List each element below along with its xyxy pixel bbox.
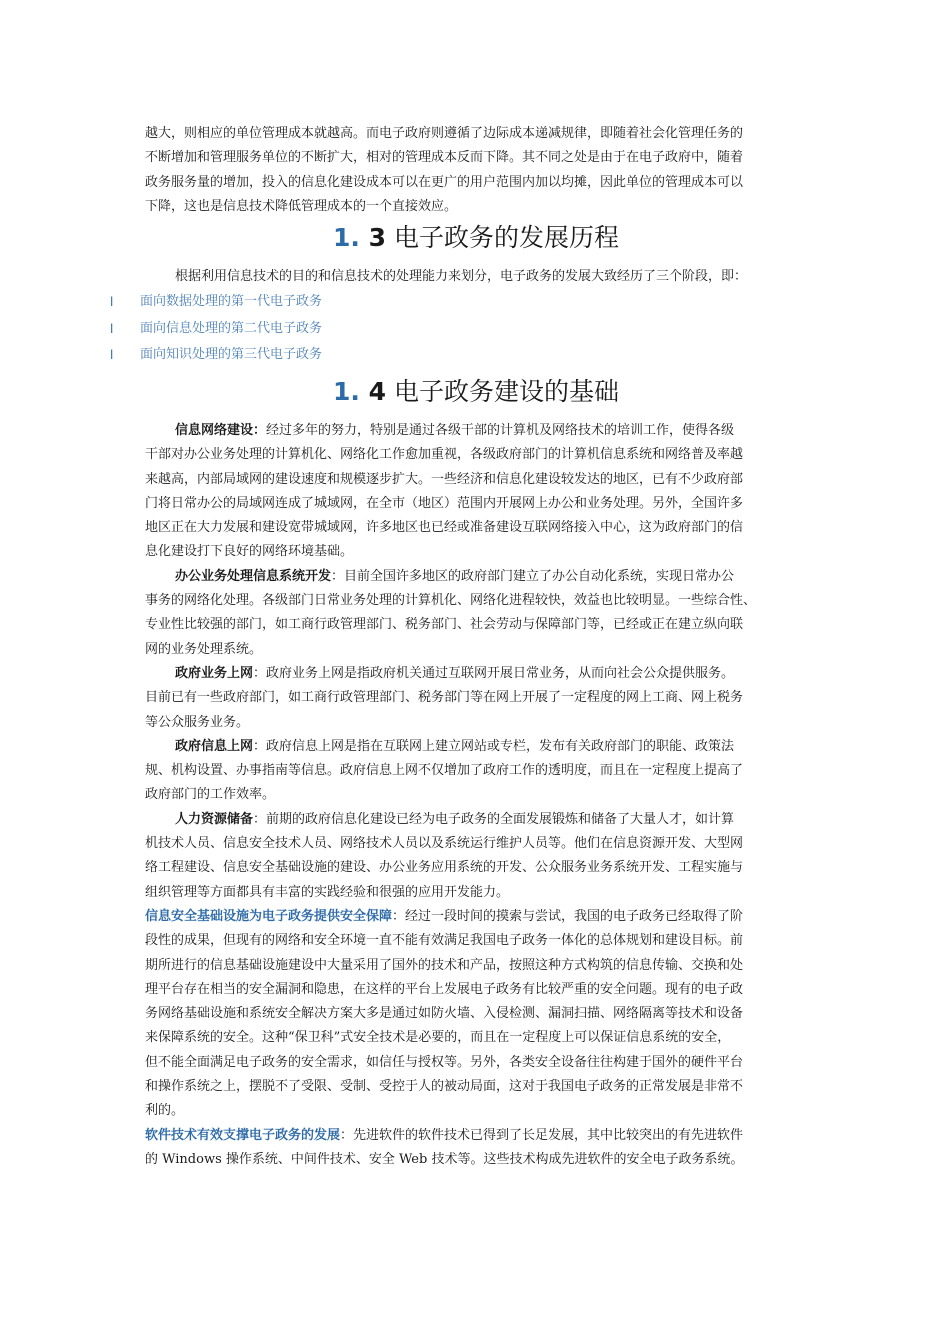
text-line: 不断增加和管理服务单位的不断扩大，相对的管理成本反而下降。其不同之处是由于在电子政府中，随着 <box>145 150 744 166</box>
paragraph-text: ：政府业务上网是指政府机关通过互联网开展日常业务，从而向社会公众提供服务。 <box>253 665 735 681</box>
paragraph-office-system <box>145 565 807 662</box>
paragraph-first-line <box>145 419 807 443</box>
heading-number-major: 1 <box>333 223 351 253</box>
paragraph-label: 信息网络建设： <box>175 422 267 438</box>
paragraph-first-line <box>145 905 807 929</box>
list-item <box>110 316 807 343</box>
intro-paragraph <box>145 122 807 219</box>
text-line: 专业性比较强的部门，如工商行政管理部门、税务部门、社会劳动与保障部门等，已经或正在建立纵向联 <box>145 617 744 633</box>
text-line: 组织管理等方面都具有丰富的实践经验和很强的应用开发能力。 <box>145 884 510 900</box>
paragraph-text: ：目前全国许多地区的政府部门建立了办公自动化系统，实现日常办公 <box>331 568 735 584</box>
heading-title: 电子政务建设的基础 <box>386 376 619 406</box>
list-item <box>110 342 807 369</box>
paragraph-label: 信息安全基础设施为电子政务提供安全保障 <box>145 908 393 924</box>
heading-number-minor: 3 <box>368 223 387 253</box>
text-line: 务网络基础设施和系统安全解决方案大多是通过如防火墙、入侵检测、漏洞扫描、网络隔离等技术和设备 <box>145 1006 744 1022</box>
text-line: 期所进行的信息基础设施建设中大量采用了国外的技术和产品，按照这种方式构筑的信息传输、交换和处 <box>145 957 744 973</box>
text-line: 理平台存在相当的安全漏洞和隐患，在这样的平台上发展电子政务有比较严重的安全问题。现有的电子政 <box>145 981 744 997</box>
paragraph-network <box>145 419 807 565</box>
paragraph-human-resources <box>145 808 807 905</box>
paragraph-gov-business-online <box>145 662 807 735</box>
paragraph-first-line <box>145 662 807 686</box>
text-line: 来保障系统的安全。这种“保卫科”式安全技术是必要的，而且在一定程度上可以保证信息系统的安全， <box>145 1030 731 1046</box>
paragraph-label: 办公业务处理信息系统开发 <box>175 568 332 584</box>
paragraph-first-line <box>145 808 807 832</box>
paragraph-first-line <box>145 735 807 759</box>
stage-list <box>110 289 807 369</box>
text-line: 段性的成果，但现有的网络和安全环境一直不能有效满足我国电子政务一体化的总体规划和建设目标。前 <box>145 933 744 949</box>
text-line: 下降，这也是信息技术降低管理成本的一个直接效应。 <box>145 198 458 214</box>
text-line: 但不能全面满足电子政务的安全需求，如信任与授权等。另外，各类安全设备往往构建于国外的硬件平台 <box>145 1054 744 1070</box>
heading-number-major: 1 <box>333 376 351 406</box>
bullet-icon: l <box>110 321 114 336</box>
paragraph-security-infrastructure <box>145 905 807 1124</box>
section-heading-1-4 <box>145 375 807 409</box>
paragraph-text: 经过多年的努力，特别是通过各级干部的计算机及网络技术的培训工作，使得各级 <box>266 422 735 438</box>
section-lead: 根据利用信息技术的目的和信息技术的处理能力来划分，电子政务的发展大致经历了三个阶段，即： <box>175 269 748 285</box>
heading-number-dot: . <box>350 223 369 253</box>
paragraph-text: ：前期的政府信息化建设已经为电子政务的全面发展锻炼和储备了大量人才，如计算 <box>253 811 735 827</box>
list-item-text: 面向数据处理的第一代电子政务 <box>140 294 323 310</box>
heading-title: 电子政务的发展历程 <box>386 223 619 253</box>
paragraph-gov-info-online <box>145 735 807 808</box>
text-line: 和操作系统之上，摆脱不了受限、受制、受控于人的被动局面，这对于我国电子政务的正常发展是非常不 <box>145 1079 744 1094</box>
text-line: 门将日常办公的局域网连成了城域网，在全市（地区）范围内开展网上办公和业务处理。另外，全国许多 <box>145 495 744 511</box>
text-line: 干部对办公业务处理的计算机化、网络化工作愈加重视，各级政府部门的计算机信息系统和网络普及率越 <box>145 447 744 463</box>
heading-number-dot: . <box>350 376 369 406</box>
list-item-text: 面向信息处理的第二代电子政务 <box>140 320 323 336</box>
paragraph-text: ：先进软件的软件技术已得到了长足发展，其中比较突出的有先进软件 <box>340 1127 744 1143</box>
heading-number-minor: 4 <box>368 376 387 406</box>
text-line: 网的业务处理系统。 <box>145 641 263 657</box>
paragraph-software-support <box>145 1124 807 1173</box>
text-line: 越大，则相应的单位管理成本就越高。而电子政府则遵循了边际成本递减规律，即随着社会化管理任务的 <box>145 126 744 141</box>
paragraph-label: 软件技术有效支撑电子政务的发展 <box>145 1127 341 1143</box>
text-line: 政务服务量的增加，投入的信息化建设成本可以在更广的用户范围内加以均摊，因此单位的管理成本可以 <box>145 174 744 190</box>
list-item <box>110 289 807 316</box>
list-item-text: 面向知识处理的第三代电子政务 <box>140 347 323 363</box>
text-line: 络工程建设、信息安全基础设施的建设、办公业务应用系统的开发、公众服务业务系统开发、工程实施与 <box>145 860 744 876</box>
text-line: 规、机构设置、办事指南等信息。政府信息上网不仅增加了政府工作的透明度，而且在一定程度上提高了 <box>145 763 744 779</box>
paragraph-label: 政府信息上网 <box>175 738 254 754</box>
bullet-icon: l <box>110 295 114 310</box>
paragraph-text: ：经过一段时间的摸索与尝试，我国的电子政务已经取得了阶 <box>392 908 744 924</box>
text-line: 的 Windows 操作系统、中间件技术、安全 Web 技术等。这些技术构成先进软件的安全电子政务系统。 <box>145 1151 744 1167</box>
paragraph-first-line <box>145 1124 807 1148</box>
text-line: 来越高，内部局域网的建设速度和规模逐步扩大。一些经济和信息化建设较发达的地区，已有不少政府部 <box>145 471 744 487</box>
text-line: 政府部门的工作效率。 <box>145 787 276 803</box>
document-page <box>110 122 807 1172</box>
text-line: 等公众服务业务。 <box>145 714 250 730</box>
text-line: 机技术人员、信息安全技术人员、网络技术人员以及系统运行维护人员等。他们在信息资源开发、大型网 <box>145 836 744 852</box>
text-line: 地区正在大力发展和建设宽带城域网，许多地区也已经或准备建设互联网络接入中心，这为政府部门的信 <box>145 520 744 536</box>
bullet-icon: l <box>110 348 114 363</box>
paragraph-first-line <box>145 565 807 589</box>
section-heading-1-3 <box>145 221 807 255</box>
text-line: 利的。 <box>145 1103 185 1119</box>
paragraph-label: 政府业务上网 <box>175 665 254 681</box>
text-line: 目前已有一些政府部门，如工商行政管理部门、税务部门等在网上开展了一定程度的网上工商、网上税务 <box>145 690 744 706</box>
text-line: 事务的网络化处理。各级部门日常业务处理的计算机化、网络化进程较快，效益也比较明显。一些综合性、 <box>145 593 757 609</box>
text-line: 息化建设打下良好的网络环境基础。 <box>145 544 354 560</box>
paragraph-label: 人力资源储备 <box>175 811 254 827</box>
paragraph-text: ：政府信息上网是指在互联网上建立网站或专栏，发布有关政府部门的职能、政策法 <box>253 738 735 754</box>
